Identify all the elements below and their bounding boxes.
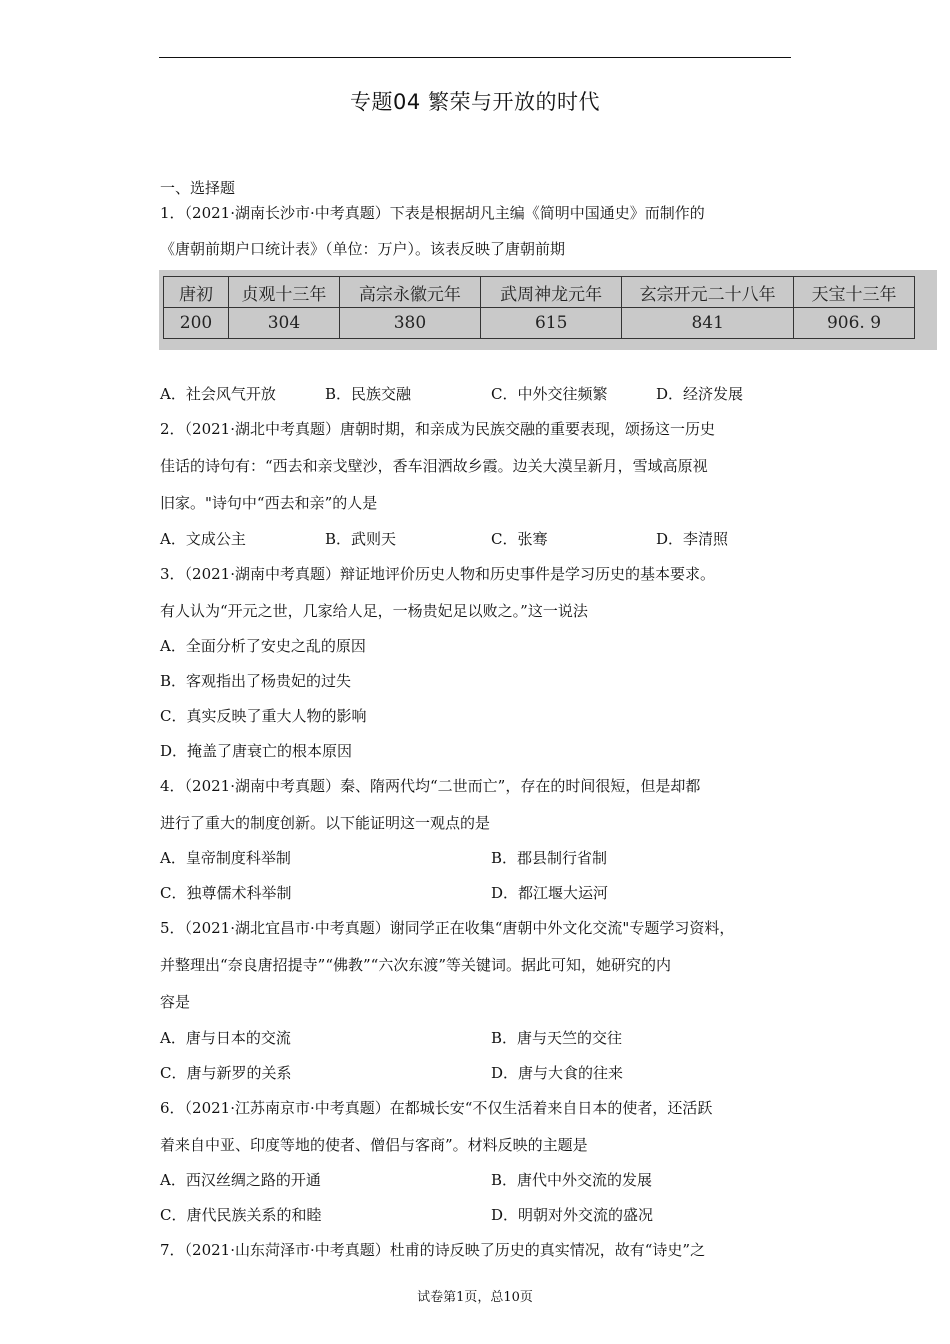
table-header-cell: 唐初 <box>164 277 229 308</box>
page-footer: 试卷第1页，总10页 <box>417 1290 533 1305</box>
q5-option-c: C．唐与新罗的关系 <box>160 1064 292 1082</box>
table-header-cell: 高宗永徽元年 <box>339 277 480 308</box>
table-cell: 200 <box>164 308 229 339</box>
q4-option-a: A．皇帝制度科举制 <box>160 849 291 867</box>
q3-option-d: D．掩盖了唐衰亡的根本原因 <box>160 742 353 760</box>
q5-line2: 并整理出“奈良唐招提寺”“佛教”“六次东渡”等关键词。据此可知，她研究的内 <box>160 956 672 974</box>
table-header-cell: 贞观十三年 <box>229 277 340 308</box>
q1-option-b: B．民族交融 <box>325 385 412 403</box>
table-cell: 841 <box>622 308 794 339</box>
q6-line2: 着来自中亚、印度等地的使者、僧侣与客商”。材料反映的主题是 <box>160 1136 588 1154</box>
header-rule <box>159 57 791 58</box>
q5-option-a: A．唐与日本的交流 <box>160 1029 291 1047</box>
population-table <box>163 276 915 339</box>
q3-option-b: B．客观指出了杨贵妃的过失 <box>160 672 352 690</box>
q3-line1: 3．（2021·湖南中考真题）辩证地评价历史人物和历史事件是学习历史的基本要求。 <box>160 565 715 583</box>
table-cell: 380 <box>339 308 480 339</box>
q2-line3: 旧家。"诗句中“西去和亲”的人是 <box>160 494 378 512</box>
q4-option-c: C．独尊儒术科举制 <box>160 884 292 902</box>
table-cell: 304 <box>229 308 340 339</box>
q2-option-b: B．武则天 <box>325 530 397 548</box>
q6-option-a: A．西汉丝绸之路的开通 <box>160 1171 321 1189</box>
section-heading: 一、选择题 <box>160 179 236 197</box>
q6-option-c: C．唐代民族关系的和睦 <box>160 1206 322 1224</box>
q3-line2: 有人认为“开元之世，几家给人足，一杨贵妃足以败之。”这一说法 <box>160 602 588 620</box>
q5-option-b: B．唐与天竺的交往 <box>491 1029 623 1047</box>
q6-option-b: B．唐代中外交流的发展 <box>491 1171 653 1189</box>
q4-line1: 4．（2021·湖南中考真题）秦、隋两代均“二世而亡”，存在的时间很短，但是却都 <box>160 777 701 795</box>
q4-line2: 进行了重大的制度创新。以下能证明这一观点的是 <box>160 814 491 832</box>
q5-option-d: D．唐与大食的往来 <box>491 1064 624 1082</box>
table-header-cell: 玄宗开元二十八年 <box>622 277 794 308</box>
table-cell: 906. 9 <box>794 308 915 339</box>
q5-line3: 容是 <box>160 993 191 1011</box>
q1-option-a: A．社会风气开放 <box>160 385 276 403</box>
q6-line1: 6．（2021·江苏南京市·中考真题）在都城长安“不仅生活着来自日本的使者，还活跃 <box>160 1099 713 1117</box>
q3-option-a: A．全面分析了安史之乱的原因 <box>160 637 366 655</box>
q4-option-b: B．郡县制行省制 <box>491 849 608 867</box>
q1-option-c: C．中外交往频繁 <box>491 385 608 403</box>
population-table-image <box>159 270 937 350</box>
table-header-cell: 武周神龙元年 <box>481 277 622 308</box>
q2-option-a: A．文成公主 <box>160 530 246 548</box>
q1-option-d: D．经济发展 <box>656 385 744 403</box>
q6-option-d: D．明朝对外交流的盛况 <box>491 1206 654 1224</box>
table-header-cell: 天宝十三年 <box>794 277 915 308</box>
q2-option-d: D．李清照 <box>656 530 729 548</box>
q3-option-c: C．真实反映了重大人物的影响 <box>160 707 367 725</box>
q2-line1: 2．（2021·湖北中考真题）唐朝时期，和亲成为民族交融的重要表现，颂扬这一历史 <box>160 420 715 438</box>
table-row <box>164 308 915 339</box>
q1-line2: 《唐朝前期户口统计表》（单位：万户）。该表反映了唐朝前期 <box>160 240 566 258</box>
q5-line1: 5．（2021·湖北宜昌市·中考真题）谢同学正在收集“唐朝中外文化交流"专题学习资料， <box>160 919 735 937</box>
table-cell: 615 <box>481 308 622 339</box>
table-header-row <box>164 277 915 308</box>
q2-option-c: C．张骞 <box>491 530 548 548</box>
q4-option-d: D．都江堰大运河 <box>491 884 609 902</box>
q7-line1: 7．（2021·山东菏泽市·中考真题）杜甫的诗反映了历史的真实情况，故有“诗史”之 <box>160 1241 706 1259</box>
q1-line1: 1．（2021·湖南长沙市·中考真题）下表是根据胡凡主编《简明中国通史》而制作的 <box>160 204 705 222</box>
page-title: 专题04 繁荣与开放的时代 <box>350 90 600 114</box>
q2-line2: 佳话的诗句有：“西去和亲戈壁沙，香车泪洒故乡霞。边关大漠呈新月，雪域高原视 <box>160 457 708 475</box>
